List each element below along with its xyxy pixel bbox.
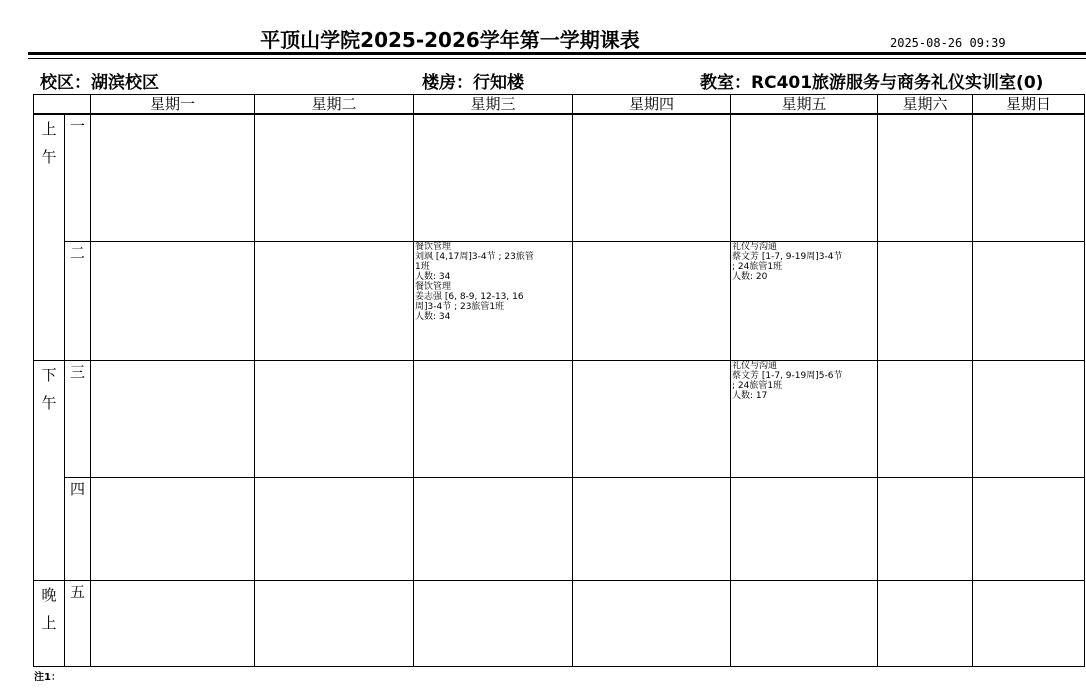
schedule-cell — [878, 580, 973, 666]
day-header: 星期六 — [878, 95, 973, 115]
period-row — [34, 114, 1085, 241]
period-label: 三 — [65, 360, 91, 477]
period-row — [34, 360, 1085, 477]
course-entry: 礼仪与沟通 蔡文芳 [1-7, 9-19周]3-4节 ; 24旅管1班 人数: 20 — [732, 241, 843, 282]
timetable — [33, 94, 1085, 667]
schedule-cell — [91, 241, 255, 360]
period-label: 五 — [65, 580, 91, 666]
schedule-cell — [731, 477, 878, 580]
day-header: 星期一 — [91, 95, 255, 115]
period-row — [34, 241, 1085, 360]
schedule-cell — [255, 580, 414, 666]
halfday-afternoon: 下 午 — [34, 360, 65, 580]
day-header: 星期二 — [255, 95, 414, 115]
schedule-cell — [91, 360, 255, 477]
schedule-cell — [414, 114, 573, 241]
corner-cell — [34, 95, 91, 115]
course-entry: 餐饮管理 刘飒 [4,17周]3-4节 ; 23旅管 1班 人数: 34 餐饮管理 姜志强 [6, 8-9, 12-13, 16 周]3-4节 ; 23旅管1班 人数: 34 — [415, 241, 534, 322]
day-header: 星期四 — [573, 95, 731, 115]
day-header-row — [34, 95, 1085, 115]
schedule-cell — [414, 580, 573, 666]
campus-label: 校区：湖滨校区 — [40, 73, 159, 93]
schedule-cell — [255, 241, 414, 360]
schedule-cell — [731, 114, 878, 241]
schedule-cell — [878, 477, 973, 580]
print-timestamp: 2025-08-26 09:39 — [890, 36, 1006, 50]
schedule-cell — [973, 477, 1085, 580]
halfday-evening: 晚 上 — [34, 580, 65, 666]
title-rule — [28, 52, 1086, 59]
schedule-cell — [255, 114, 414, 241]
schedule-cell — [91, 477, 255, 580]
schedule-cell — [414, 360, 573, 477]
footnote: 注1： — [34, 672, 61, 683]
halfday-morning: 上 午 — [34, 114, 65, 360]
building-label: 楼房：行知楼 — [422, 73, 524, 93]
schedule-cell — [91, 114, 255, 241]
course-entry: 礼仪与沟通 蔡文芳 [1-7, 9-19周]5-6节 ; 24旅管1班 人数: 17 — [732, 360, 843, 401]
period-label: 一 — [65, 114, 91, 241]
schedule-cell — [973, 114, 1085, 241]
period-row — [34, 580, 1085, 666]
period-label: 四 — [65, 477, 91, 580]
schedule-cell — [731, 360, 878, 477]
period-row — [34, 477, 1085, 580]
schedule-cell — [573, 477, 731, 580]
schedule-cell — [731, 241, 878, 360]
schedule-cell — [91, 580, 255, 666]
schedule-cell — [414, 241, 573, 360]
schedule-cell — [878, 114, 973, 241]
schedule-cell — [973, 241, 1085, 360]
day-header: 星期日 — [973, 95, 1085, 115]
schedule-cell — [573, 241, 731, 360]
schedule-cell — [573, 114, 731, 241]
period-label: 二 — [65, 241, 91, 360]
day-header: 星期五 — [731, 95, 878, 115]
day-header: 星期三 — [414, 95, 573, 115]
page-title: 平顶山学院2025-2026学年第一学期课表 — [260, 28, 640, 52]
schedule-cell — [878, 360, 973, 477]
schedule-cell — [731, 580, 878, 666]
schedule-cell — [573, 580, 731, 666]
schedule-cell — [255, 477, 414, 580]
schedule-cell — [878, 241, 973, 360]
room-label: 教室：RC401旅游服务与商务礼仪实训室(0) — [700, 73, 1044, 93]
schedule-cell — [973, 360, 1085, 477]
schedule-cell — [573, 360, 731, 477]
schedule-cell — [255, 360, 414, 477]
schedule-cell — [973, 580, 1085, 666]
schedule-cell — [414, 477, 573, 580]
